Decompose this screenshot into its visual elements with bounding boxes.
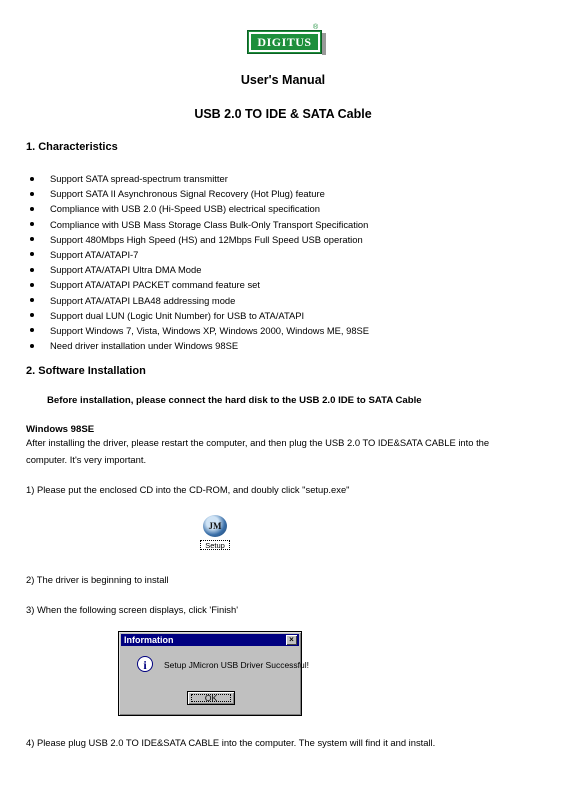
step-2-text: 2) The driver is beginning to install [26, 574, 169, 585]
document-subtitle: USB 2.0 TO IDE & SATA Cable [194, 107, 372, 121]
setup-icon-label[interactable]: Setup [200, 540, 230, 550]
dialog-message: Setup JMicron USB Driver Successful! [164, 660, 310, 670]
bullet-icon [30, 328, 34, 332]
bullet-icon [30, 192, 34, 196]
logo-text: DIGITUS [249, 32, 319, 52]
ok-button-label: OK [204, 693, 218, 703]
list-item: Compliance with USB Mass Storage Class Bulk-Only Transport Specification [30, 217, 369, 232]
bullet-icon [30, 268, 34, 272]
list-item: Compliance with USB 2.0 (Hi-Speed USB) electrical specification [30, 201, 369, 216]
list-item: Support 480Mbps High Speed (HS) and 12Mbps Full Speed USB operation [30, 232, 369, 247]
dialog-title: Information [124, 635, 174, 645]
step-4-text: 4) Please plug USB 2.0 TO IDE&SATA CABLE into the computer. The system will find it and install. [26, 737, 436, 748]
step-3-text: 3) When the following screen displays, click 'Finish' [26, 604, 238, 615]
list-item: Support ATA/ATAPI LBA48 addressing mode [30, 293, 369, 308]
close-icon[interactable]: × [286, 635, 297, 645]
bullet-icon [30, 283, 34, 287]
intro-text-line-1: After installing the driver, please restart the computer, and then plug the USB 2.0 TO IDE&SATA CABLE into the [26, 437, 490, 448]
bullet-icon [30, 298, 34, 302]
list-item: Support ATA/ATAPI Ultra DMA Mode [30, 262, 369, 277]
ok-button[interactable] [187, 691, 235, 705]
characteristics-list [30, 171, 369, 353]
list-item: Support SATA II Asynchronous Signal Recovery (Hot Plug) feature [30, 186, 369, 201]
logo-registered-mark: ® [313, 24, 319, 31]
intro-text-line-2: computer. It's very important. [26, 454, 147, 465]
bullet-icon [30, 344, 34, 348]
list-item: Support ATA/ATAPI PACKET command feature set [30, 277, 369, 292]
bullet-icon [30, 177, 34, 181]
os-heading: Windows 98SE [26, 424, 95, 435]
list-item: Support SATA spread-spectrum transmitter [30, 171, 369, 186]
list-item: Support Windows 7, Vista, Windows XP, Windows 2000, Windows ME, 98SE [30, 323, 369, 338]
dialog-title-bar [121, 634, 299, 646]
bullet-icon [30, 252, 34, 256]
list-item: Need driver installation under Windows 98SE [30, 338, 369, 353]
setup-exe-icon[interactable] [203, 515, 227, 537]
digitus-logo [247, 30, 322, 54]
bullet-icon [30, 237, 34, 241]
section-software-installation-heading: 2. Software Installation [26, 365, 146, 377]
section-characteristics-heading: 1. Characteristics [26, 141, 118, 153]
document-title: User's Manual [240, 73, 326, 87]
information-dialog [118, 631, 310, 716]
info-icon: i [137, 656, 153, 672]
setup-icon-glyph: JM [208, 521, 222, 531]
step-1-text: 1) Please put the enclosed CD into the CD-ROM, and doubly click "setup.exe" [26, 484, 350, 495]
logo-shadow [322, 33, 326, 55]
installation-note: Before installation, please connect the hard disk to the USB 2.0 IDE to SATA Cable [47, 395, 422, 406]
ok-button-focus-ring [191, 694, 231, 702]
list-item: Support dual LUN (Logic Unit Number) for USB to ATA/ATAPI [30, 308, 369, 323]
list-item: Support ATA/ATAPI-7 [30, 247, 369, 262]
bullet-icon [30, 313, 34, 317]
bullet-icon [30, 222, 34, 226]
bullet-icon [30, 207, 34, 211]
